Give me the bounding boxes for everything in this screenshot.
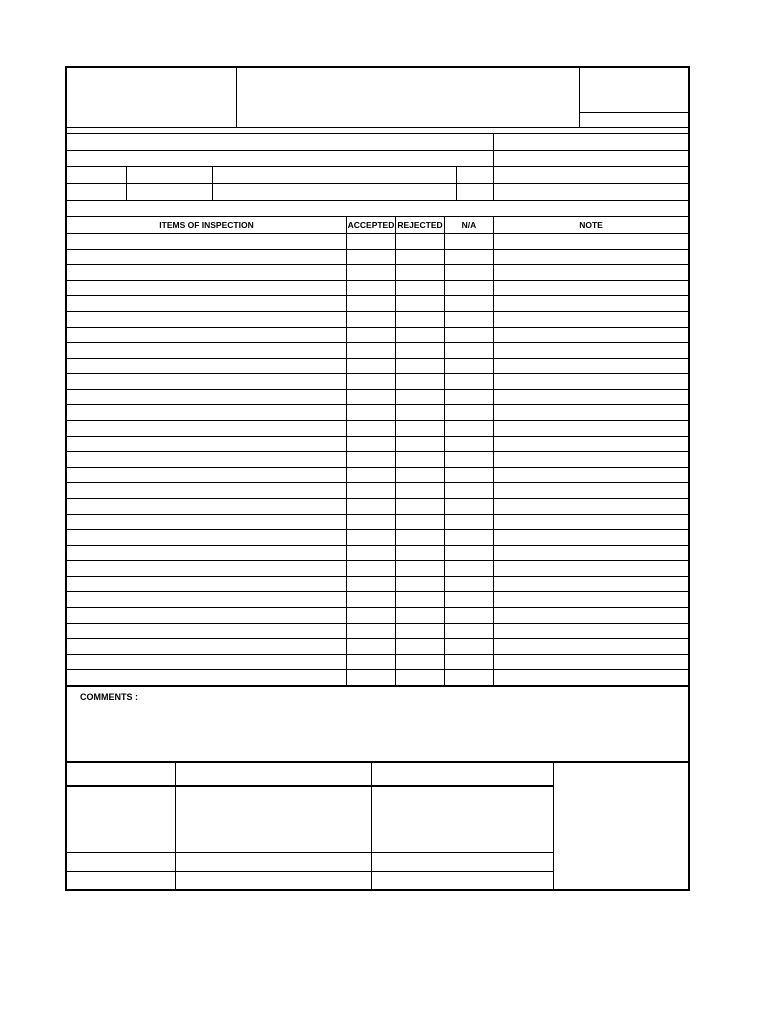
table-row: [65, 591, 690, 592]
title-box: [237, 68, 579, 127]
header-accepted: ACCEPTED: [347, 220, 395, 230]
table-row: [65, 280, 690, 281]
table-row: [65, 576, 690, 577]
info-line-5: [65, 200, 690, 201]
logo-box: [67, 68, 236, 127]
frame-bottom: [65, 889, 690, 891]
table-row: [65, 607, 690, 608]
info-divider-main: [493, 133, 494, 200]
comments-area[interactable]: [67, 705, 687, 760]
sig-header-bottom: [65, 785, 554, 787]
sig-line-2: [65, 871, 554, 872]
sig-line-1: [65, 852, 554, 853]
info-line-3: [65, 166, 690, 167]
table-row: [65, 404, 690, 405]
table-row: [65, 249, 690, 250]
table-row: [65, 420, 690, 421]
table-header-bottom: [65, 233, 690, 234]
table-row: [65, 498, 690, 499]
table-row: [65, 669, 690, 670]
table-row: [65, 264, 690, 265]
frame-left: [65, 66, 67, 891]
table-bottom: [65, 685, 690, 687]
table-row: [65, 389, 690, 390]
table-row: [65, 451, 690, 452]
table-row: [65, 311, 690, 312]
info-divider-a: [126, 166, 127, 200]
approval-box: [554, 763, 688, 889]
info-divider-c: [456, 166, 457, 200]
title-block-bottom: [65, 127, 690, 128]
table-row: [65, 327, 690, 328]
table-row: [65, 529, 690, 530]
table-row: [65, 560, 690, 561]
frame-right: [688, 66, 690, 891]
table-row: [65, 373, 690, 374]
info-line-2: [65, 150, 690, 151]
table-row: [65, 358, 690, 359]
table-row: [65, 654, 690, 655]
table-row: [65, 514, 690, 515]
header-rejected: REJECTED: [397, 220, 443, 230]
header-note: NOTE: [579, 220, 603, 230]
info-divider-b: [212, 166, 213, 200]
info-line-1: [65, 133, 690, 134]
table-row: [65, 638, 690, 639]
comments-label: COMMENTS :: [80, 692, 138, 702]
table-row: [65, 342, 690, 343]
title-divider-right: [579, 66, 580, 128]
table-row: [65, 436, 690, 437]
table-row: [65, 482, 690, 483]
header-na: N/A: [461, 220, 477, 230]
info-line-4: [65, 183, 690, 184]
table-row: [65, 623, 690, 624]
table-row: [65, 545, 690, 546]
header-items-of-inspection: ITEMS OF INSPECTION: [159, 220, 254, 230]
table-row: [65, 467, 690, 468]
doc-number-divider: [579, 112, 689, 113]
table-row: [65, 295, 690, 296]
